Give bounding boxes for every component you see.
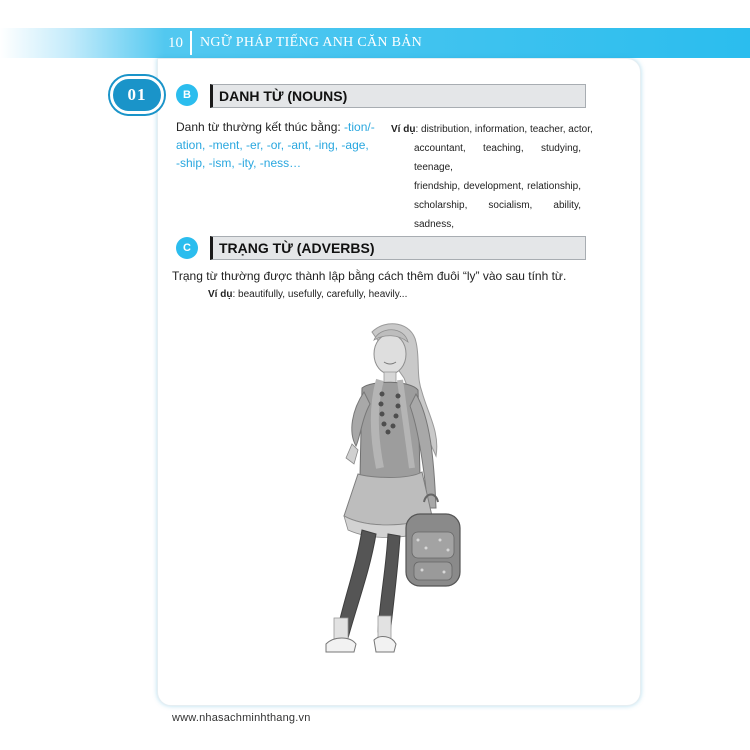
section-c-marker: C bbox=[176, 237, 198, 259]
nouns-suffixes-line1: -tion/- bbox=[344, 120, 375, 134]
adverbs-example-label: Ví dụ bbox=[208, 289, 233, 300]
book-title: NGỮ PHÁP TIẾNG ANH CĂN BẢN bbox=[200, 35, 423, 50]
header-divider bbox=[190, 31, 192, 55]
nouns-intro-block bbox=[176, 118, 386, 172]
girl-with-backpack-illustration bbox=[300, 318, 480, 670]
section-b-marker: B bbox=[176, 84, 198, 106]
page-number: 10 bbox=[168, 35, 183, 51]
nouns-example-line: scholarship, socialism, ability, sadness, bbox=[414, 200, 581, 230]
adverbs-example-text: : beautifully, usefully, carefully, heavily... bbox=[232, 289, 408, 300]
nouns-example-line: friendship, development, relationship, bbox=[414, 181, 581, 192]
footer-website: www.nhasachminhthang.vn bbox=[172, 712, 311, 724]
nouns-example-label: Ví dụ bbox=[391, 124, 416, 135]
nouns-example-block bbox=[391, 120, 593, 253]
section-nouns-title: DANH TỪ (NOUNS) bbox=[210, 84, 586, 108]
nouns-example-line: accountant, teaching, studying, teenage, bbox=[414, 143, 581, 173]
section-adverbs-title: TRẠNG TỪ (ADVERBS) bbox=[210, 236, 586, 260]
nouns-suffixes-line2: ation, -ment, -er, -or, -ant, -ing, -age, bbox=[176, 138, 369, 152]
nouns-suffixes-line3: -ship, -ism, -ity, -ness… bbox=[176, 156, 302, 170]
adverbs-example-block bbox=[208, 289, 407, 300]
nouns-intro: Danh từ thường kết thúc bằng: bbox=[176, 120, 345, 134]
adverbs-description: Trạng từ thường được thành lập bằng cách thêm đuôi “ly” vào sau tính từ. bbox=[172, 269, 567, 283]
chapter-badge: 01 bbox=[110, 76, 164, 114]
nouns-example-line: : distribution, information, teacher, actor, bbox=[415, 124, 593, 135]
